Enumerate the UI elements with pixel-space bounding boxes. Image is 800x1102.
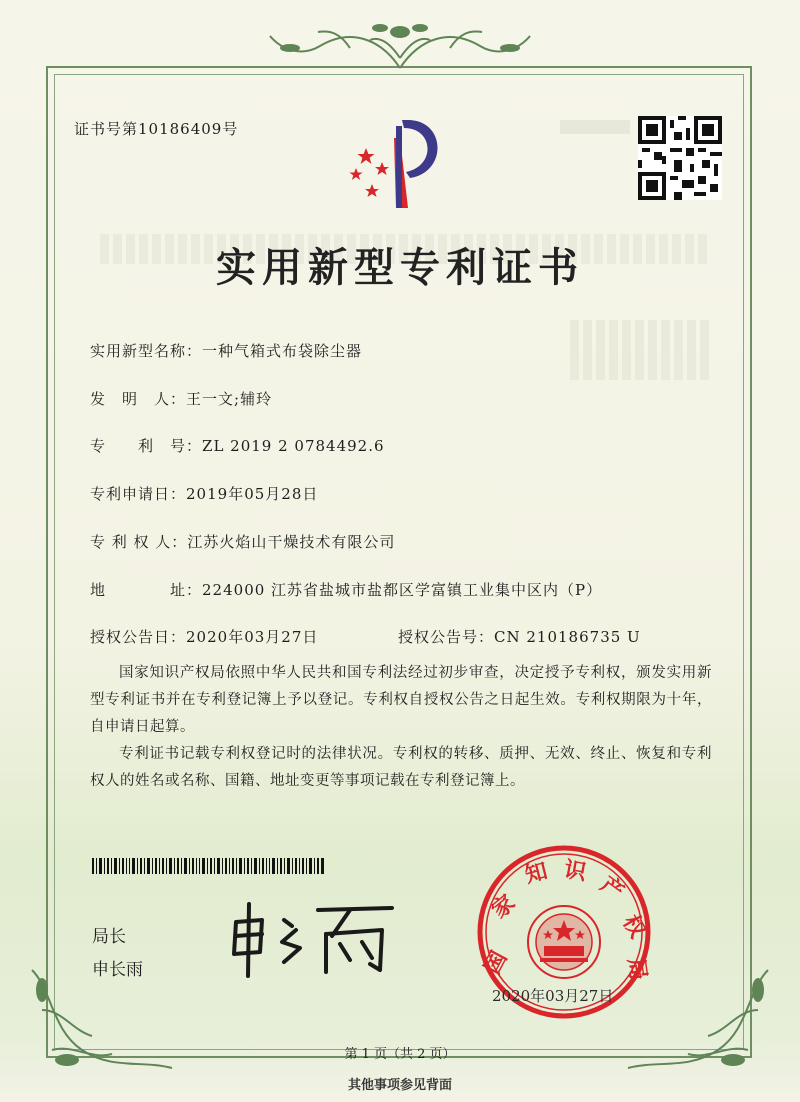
field-value: 江苏火焰山干燥技术有限公司 [187,533,396,551]
qr-code [638,116,722,200]
field-value: 2019年05月28日 [186,485,319,503]
patent-office-logo [336,116,466,216]
field-label: 专 利 号： [90,437,203,455]
field-label: 授权公告日： [90,628,187,646]
faint-background-print [560,120,630,134]
svg-text:权: 权 [617,910,650,943]
svg-text:局: 局 [622,956,651,982]
field-address [90,579,602,600]
official-name: 申长雨 [92,960,143,980]
svg-text:知: 知 [522,858,551,889]
field-inventor [90,388,272,409]
field-value: 2020年03月27日 [186,628,319,646]
page-title: 实用新型专利证书 [216,244,584,291]
field-grant-date [90,626,318,647]
svg-text:家: 家 [487,890,521,924]
field-patentee [90,531,395,552]
certificate-number: 证书号第10186409号 [74,120,239,138]
signature [222,900,402,980]
statement-paragraph: 国家知识产权局依照中华人民共和国专利法经过初步审查，决定授予专利权，颁发实用新型专利证书并在专利登记簿上予以登记。专利权自授权公告之日起生效。专利权期限为十年，自申请日起算。 [90,665,712,735]
field-label: 发 明 人： [90,390,187,408]
field-label: 授权公告号： [398,628,495,646]
field-filing-date [90,483,318,504]
barcode [92,858,324,874]
footer-note: 其他事项参见背面 [347,1078,452,1093]
official-title: 局长 [92,927,126,947]
faint-background-print [570,320,710,380]
field-value: ZL 2019 2 0784492.6 [202,437,385,455]
statement-paragraph: 专利证书记载专利权登记时的法律状况。专利权的转移、质押、无效、终止、恢复和专利权人的姓名或名称、国籍、地址变更等事项记载在专利登记簿上。 [90,746,712,789]
field-label: 专利申请日： [90,485,187,503]
svg-text:识: 识 [562,857,589,886]
svg-text:产: 产 [595,872,629,906]
field-utility-model-name [90,340,362,361]
seal-date: 2020年03月27日 [492,987,614,1005]
field-value: 224000 江苏省盐城市盐都区学富镇工业集中区内（P） [202,581,603,599]
field-label: 地 址： [90,581,203,599]
field-patent-number [90,435,385,456]
certificate-statement [90,660,712,795]
field-label: 专 利 权 人： [90,533,188,551]
field-label: 实用新型名称： [90,342,203,360]
field-value: CN 210186735 U [494,628,641,646]
field-value: 王一文;辅玲 [186,390,273,408]
page-number: 第 1 页（共 2 页） [344,1047,456,1062]
field-grant-number [398,626,641,647]
top-ornament [230,18,570,78]
field-value: 一种气箱式布袋除尘器 [202,342,363,360]
svg-text:国: 国 [480,947,513,979]
